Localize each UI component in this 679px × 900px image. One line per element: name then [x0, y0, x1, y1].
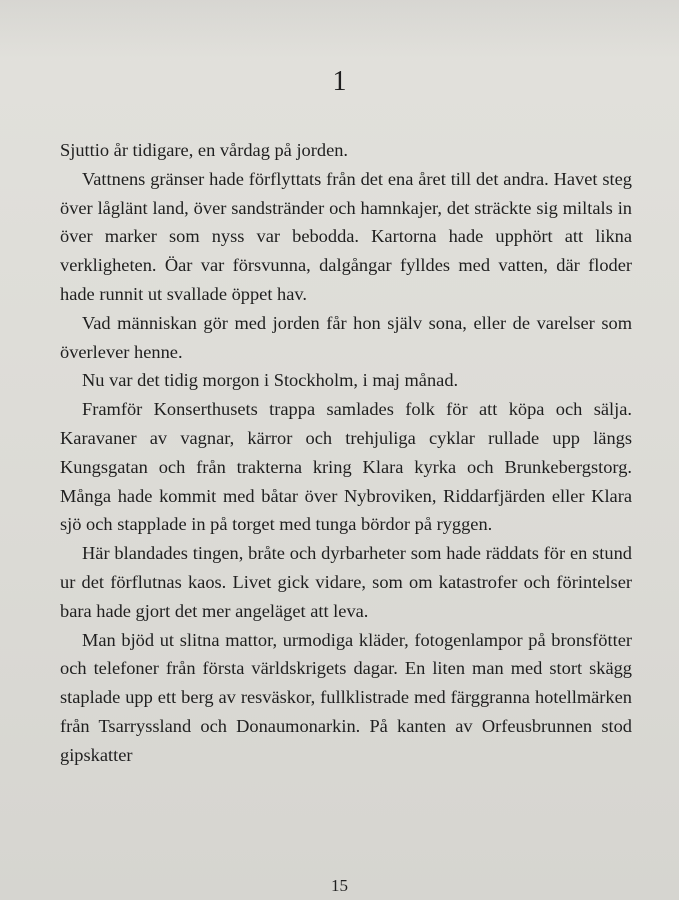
paragraph: Vattnens gränser hade förflyttats från det ena året till det andra. Havet steg över låglänt land, över sandstränder och hamnkajer, det sträckte sig miltals in över marker som nyss var bebodda. Kartorna hade upphört att likna verkligheten. Öar var försvunna, dalgångar fylldes med vatten, där floder hade runnit ut svallade öppet hav. [60, 168, 632, 304]
paragraph: Här blandades tingen, bråte och dyrbarheter som hade räddats för en stund ur det förflutnas kaos. Livet gick vidare, som om katastrofer och förintelser bara hade gjort det mer angeläget att leva. [60, 543, 632, 621]
page-number: 15 [331, 876, 348, 895]
paragraph: Man bjöd ut slitna mattor, urmodiga kläder, fotogenlampor på bronsfötter och telefoner från första världskrigets dagar. En liten man med stort skägg staplade upp ett berg av resväskor, fullklistrade med färggranna hotellmärken från Tsarryssland och Donaumonarkin. På kanten av Orfeusbrunnen stod gipskatter [60, 629, 632, 765]
paragraph: Vad människan gör med jorden får hon själv sona, eller de varelser som överlever henne. [60, 312, 632, 362]
paragraph: Framför Konserthusets trappa samlades folk för att köpa och sälja. Karavaner av vagnar, kärror och trehjuliga cyklar rullade upp längs Kungsgatan och från trakterna kring Klara kyrka och Brunkebergstorg. Många hade kommit med båtar över Nybroviken, Riddarfjärden eller Klara sjö och stapplade in på torget med tunga bördor på ryggen. [60, 399, 632, 535]
paragraph: Nu var det tidig morgon i Stockholm, i maj månad. [82, 370, 459, 391]
body-text [60, 136, 632, 770]
chapter-number: 1 [332, 66, 347, 97]
bleed-through-shadow [0, 0, 679, 60]
paragraph: Sjuttio år tidigare, en vårdag på jorden. [60, 140, 349, 160]
